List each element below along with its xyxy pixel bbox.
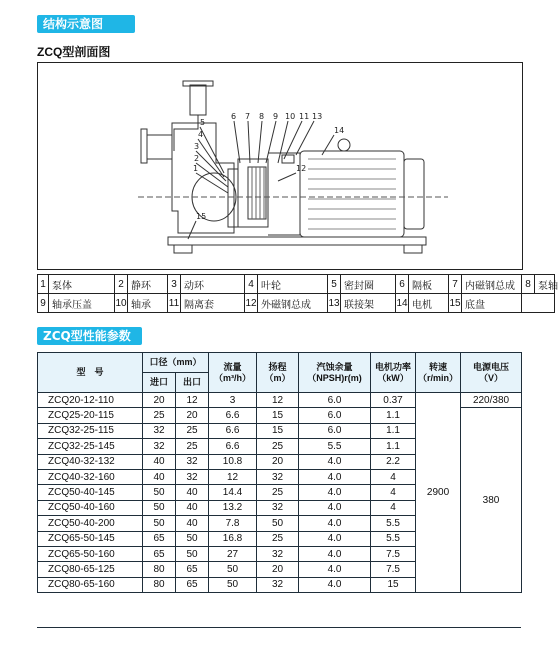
header-flow — [209, 353, 257, 393]
inlet-cell: 25 — [143, 408, 176, 423]
model-cell: ZCQ20-12-110 — [38, 393, 143, 408]
outlet-cell: 65 — [176, 577, 209, 592]
npsh-cell: 4.0 — [299, 485, 371, 500]
flow-cell: 14.4 — [209, 485, 257, 500]
part-name: 外磁钢总成 — [258, 294, 328, 313]
outlet-cell: 32 — [176, 469, 209, 484]
npsh-cell: 4.0 — [299, 562, 371, 577]
power-cell: 4 — [371, 485, 416, 500]
part-name: 内磁钢总成 — [462, 275, 522, 294]
power-cell: 4 — [371, 469, 416, 484]
inlet-cell: 32 — [143, 423, 176, 438]
callout-15: 15 — [196, 212, 207, 221]
power-cell: 0.37 — [371, 393, 416, 408]
model-cell: ZCQ25-20-115 — [38, 408, 143, 423]
header-model: 型 号 — [38, 353, 143, 393]
inlet-cell: 40 — [143, 469, 176, 484]
part-number: 2 — [115, 275, 128, 294]
inlet-cell: 20 — [143, 393, 176, 408]
outlet-cell: 20 — [176, 408, 209, 423]
part-number: 6 — [396, 275, 409, 294]
callout-1: 1 — [193, 164, 199, 173]
flow-cell: 7.8 — [209, 516, 257, 531]
head-cell: 15 — [257, 423, 299, 438]
model-cell: ZCQ50-40-160 — [38, 500, 143, 515]
model-cell: ZCQ50-40-200 — [38, 516, 143, 531]
npsh-cell: 4.0 — [299, 577, 371, 592]
npsh-cell: 4.0 — [299, 454, 371, 469]
header-flow-unit: （m³/h） — [214, 372, 252, 383]
outlet-cell: 50 — [176, 546, 209, 561]
header-speed-unit: （r/min） — [418, 372, 459, 383]
header-head-label: 扬程 — [268, 361, 287, 372]
outlet-cell: 40 — [176, 485, 209, 500]
head-cell: 25 — [257, 439, 299, 454]
flow-cell: 3 — [209, 393, 257, 408]
model-cell: ZCQ80-65-160 — [38, 577, 143, 592]
flow-cell: 13.2 — [209, 500, 257, 515]
header-speed — [416, 353, 461, 393]
npsh-cell: 4.0 — [299, 500, 371, 515]
head-cell: 15 — [257, 408, 299, 423]
part-number: 12 — [245, 294, 258, 313]
table-bottom-border — [37, 627, 521, 628]
part-name: 隔板 — [409, 275, 449, 294]
inlet-cell: 40 — [143, 454, 176, 469]
header-outlet: 出口 — [176, 373, 209, 393]
callout-5: 5 — [200, 118, 206, 127]
inlet-cell: 65 — [143, 531, 176, 546]
flow-cell: 50 — [209, 577, 257, 592]
head-cell: 20 — [257, 562, 299, 577]
table-row — [38, 393, 522, 408]
parts-row — [38, 275, 555, 294]
inlet-cell: 50 — [143, 485, 176, 500]
part-name: 叶轮 — [258, 275, 328, 294]
header-power-unit: （kW） — [377, 372, 409, 383]
model-cell: ZCQ80-65-125 — [38, 562, 143, 577]
npsh-cell: 4.0 — [299, 546, 371, 561]
head-cell: 20 — [257, 454, 299, 469]
performance-table-body — [38, 393, 522, 593]
header-npsh-unit: （NPSH)r(m) — [307, 372, 362, 383]
part-name: 动环 — [181, 275, 245, 294]
header-flow-label: 流量 — [223, 361, 242, 372]
callout-10: 10 — [285, 112, 296, 121]
header-head — [257, 353, 299, 393]
part-name: 联接架 — [341, 294, 396, 313]
callout-6: 6 — [231, 112, 237, 121]
part-name: 轴承压盖 — [49, 294, 115, 313]
model-cell: ZCQ32-25-115 — [38, 423, 143, 438]
part-number: 4 — [245, 275, 258, 294]
part-number: 14 — [396, 294, 409, 313]
callout-4: 4 — [198, 130, 204, 139]
power-cell: 7.5 — [371, 562, 416, 577]
header-voltage-unit: （V） — [479, 372, 504, 383]
power-cell: 1.1 — [371, 408, 416, 423]
inlet-cell: 50 — [143, 516, 176, 531]
power-cell: 2.2 — [371, 454, 416, 469]
inlet-cell: 80 — [143, 562, 176, 577]
part-number: 7 — [449, 275, 462, 294]
callout-3: 3 — [194, 142, 200, 151]
part-number: 11 — [168, 294, 181, 313]
power-cell: 5.5 — [371, 531, 416, 546]
header-power-label: 电机功率 — [375, 361, 412, 372]
section-title-performance: ZCQ型性能参数 — [37, 327, 142, 345]
header-speed-label: 转速 — [429, 361, 448, 372]
flow-cell: 6.6 — [209, 439, 257, 454]
header-inlet: 进口 — [143, 373, 176, 393]
part-name: 底盘 — [462, 294, 522, 313]
section-title-structure: 结构示意图 — [37, 15, 135, 33]
power-cell: 7.5 — [371, 546, 416, 561]
npsh-cell: 6.0 — [299, 408, 371, 423]
callout-8: 8 — [259, 112, 265, 121]
callout-12: 12 — [296, 164, 307, 173]
npsh-cell: 4.0 — [299, 531, 371, 546]
inlet-cell: 50 — [143, 500, 176, 515]
outlet-cell: 25 — [176, 439, 209, 454]
speed-cell: 2900 — [416, 393, 461, 593]
part-number: 13 — [328, 294, 341, 313]
header-caliber: 口径（mm） — [143, 353, 209, 373]
drawing-subtitle: ZCQ型剖面图 — [37, 45, 111, 59]
part-number: 15 — [449, 294, 462, 313]
head-cell: 25 — [257, 531, 299, 546]
part-name: 泵轴 — [535, 275, 555, 294]
callout-13: 13 — [312, 112, 323, 121]
model-cell: ZCQ50-40-145 — [38, 485, 143, 500]
inlet-cell: 80 — [143, 577, 176, 592]
outlet-cell: 50 — [176, 531, 209, 546]
power-cell: 5.5 — [371, 516, 416, 531]
callout-14: 14 — [334, 126, 345, 135]
outlet-cell: 12 — [176, 393, 209, 408]
parts-empty-cell — [522, 294, 555, 313]
head-cell: 50 — [257, 516, 299, 531]
part-name: 电机 — [409, 294, 449, 313]
flow-cell: 50 — [209, 562, 257, 577]
callout-9: 9 — [273, 112, 279, 121]
header-npsh — [299, 353, 371, 393]
part-number: 5 — [328, 275, 341, 294]
inlet-cell: 32 — [143, 439, 176, 454]
flow-cell: 10.8 — [209, 454, 257, 469]
part-name: 静环 — [128, 275, 168, 294]
voltage-cell: 380 — [461, 408, 522, 593]
part-number: 1 — [38, 275, 49, 294]
head-cell: 32 — [257, 500, 299, 515]
part-number: 9 — [38, 294, 49, 313]
header-power — [371, 353, 416, 393]
part-name: 轴承 — [128, 294, 168, 313]
power-cell: 15 — [371, 577, 416, 592]
model-cell: ZCQ32-25-145 — [38, 439, 143, 454]
header-voltage-label: 电源电压 — [473, 361, 510, 372]
flow-cell: 27 — [209, 546, 257, 561]
parts-list — [37, 274, 558, 313]
part-number: 8 — [522, 275, 535, 294]
npsh-cell: 4.0 — [299, 516, 371, 531]
callout-7: 7 — [245, 112, 251, 121]
npsh-cell: 6.0 — [299, 423, 371, 438]
npsh-cell: 6.0 — [299, 393, 371, 408]
performance-table — [37, 352, 522, 593]
model-cell: ZCQ40-32-132 — [38, 454, 143, 469]
outlet-cell: 65 — [176, 562, 209, 577]
npsh-cell: 4.0 — [299, 469, 371, 484]
outlet-cell: 32 — [176, 454, 209, 469]
flow-cell: 6.6 — [209, 408, 257, 423]
flow-cell: 6.6 — [209, 423, 257, 438]
power-cell: 1.1 — [371, 439, 416, 454]
callout-2: 2 — [194, 154, 200, 163]
head-cell: 32 — [257, 469, 299, 484]
part-name: 密封圈 — [341, 275, 396, 294]
outlet-cell: 40 — [176, 516, 209, 531]
header-npsh-label: 汽蚀余量 — [316, 361, 353, 372]
flow-cell: 12 — [209, 469, 257, 484]
model-cell: ZCQ65-50-160 — [38, 546, 143, 561]
part-name: 隔离套 — [181, 294, 245, 313]
head-cell: 32 — [257, 577, 299, 592]
part-number: 3 — [168, 275, 181, 294]
outlet-cell: 40 — [176, 500, 209, 515]
callout-11: 11 — [299, 112, 310, 121]
model-cell: ZCQ40-32-160 — [38, 469, 143, 484]
power-cell: 4 — [371, 500, 416, 515]
header-voltage — [461, 353, 522, 393]
parts-row — [38, 294, 555, 313]
outlet-cell: 25 — [176, 423, 209, 438]
voltage-cell: 220/380 — [461, 393, 522, 408]
part-name: 泵体 — [49, 275, 115, 294]
part-number: 10 — [115, 294, 128, 313]
flow-cell: 16.8 — [209, 531, 257, 546]
head-cell: 25 — [257, 485, 299, 500]
inlet-cell: 65 — [143, 546, 176, 561]
header-head-unit: （m） — [264, 372, 291, 383]
head-cell: 32 — [257, 546, 299, 561]
header-row — [38, 353, 522, 373]
pump-cross-section-illustration — [38, 63, 522, 269]
head-cell: 12 — [257, 393, 299, 408]
npsh-cell: 5.5 — [299, 439, 371, 454]
power-cell: 1.1 — [371, 423, 416, 438]
cross-section-drawing — [37, 62, 523, 270]
model-cell: ZCQ65-50-145 — [38, 531, 143, 546]
